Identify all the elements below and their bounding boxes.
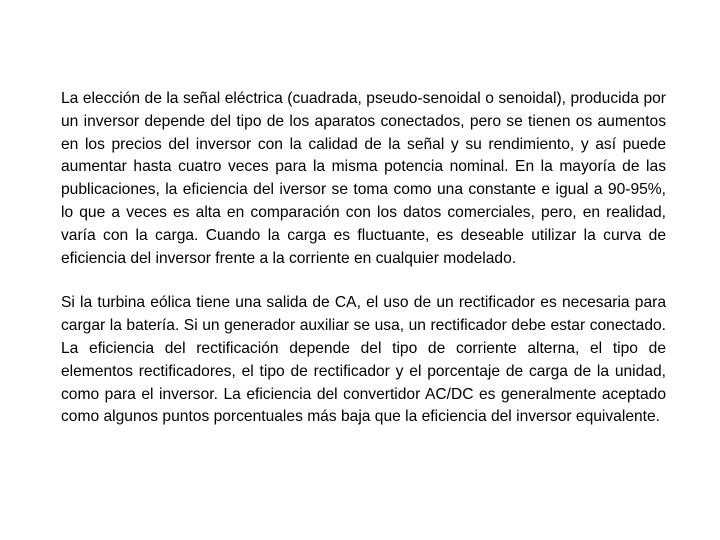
paragraph-rectifier-efficiency: Si la turbina eólica tiene una salida de CA, el uso de un rectificador es necesaria para cargar la batería. Si un generador auxiliar se usa, un rectificador debe estar conectado. La eficiencia del rectificación depende del tipo de corriente alterna, el tipo de elementos rectificadores, el tipo de rectificador y el porcentaje de carga de la unidad, como para el inversor. La eficiencia del convertidor AC/DC es generalmente aceptado como algunos puntos porcentuales más baja que la eficiencia del inversor equivalente. [61,294,666,426]
paragraph-inverter-efficiency: La elección de la señal eléctrica (cuadrada, pseudo-senoidal o senoidal), producida por un inversor depende del tipo de los aparatos conectados, pero se tienen os aumentos en los precios del inversor con la calidad de la señal y su rendimiento, y así puede aumentar hasta cuatro veces para la misma potencia nominal. En la mayoría de las publicaciones, la eficiencia del iversor se toma como una constante e igual a 90-95%, lo que a veces es alta en comparación con los datos comerciales, pero, en realidad, varía con la carga. Cuando la carga es fluctuante, es deseable utilizar la curva de eficiencia del inversor frente a la corriente en cualquier modelado. [61,90,666,267]
body-text [61,88,666,429]
